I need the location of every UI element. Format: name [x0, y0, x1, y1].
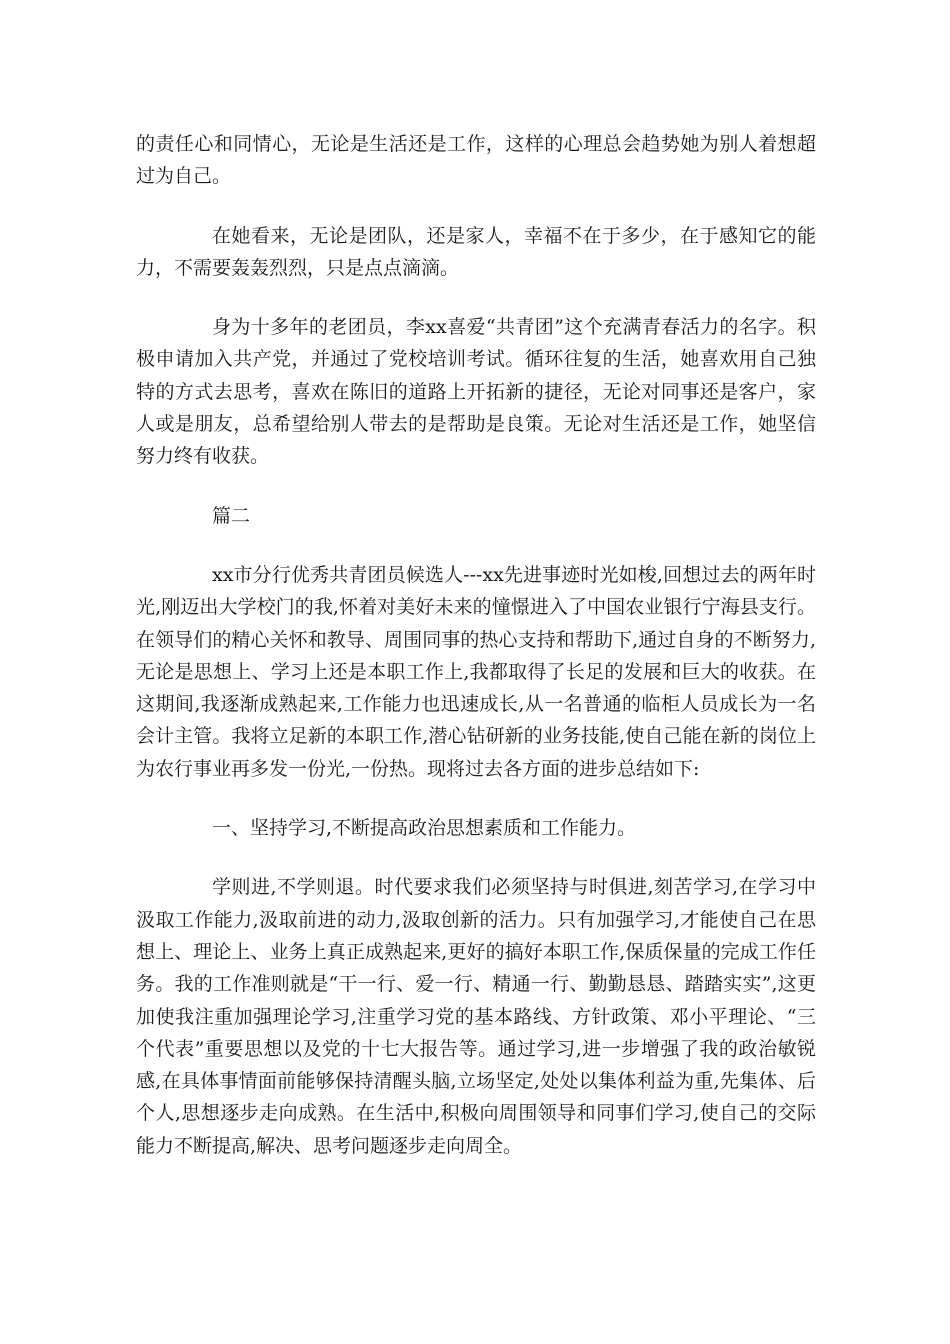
paragraph-study-details: 学则进,不学则退。时代要求我们必须坚持与时俱进,刻苦学习,在学习中汲取工作能力,汲取前进的动力,汲取创新的活力。只有加强学习,才能使自己在思想上、理论上、业务上真正成熟起来,更好的搞好本职工作,保质保量的完成工作任务。我的工作准则就是“干一行、爱一行、精通一行、勤勤恳恳、踏踏实实”,这更加使我注重加强理论学习,注重学习党的基本路线、方针政策、邓小平理论、“三个代表”重要思想以及党的十七大报告等。通过学习,进一步增强了我的政治敏锐感,在具体事情面前能够保持清醒头脑,立场坚定,处处以集体利益为重,先集体、后个人,思想逐步走向成熟。在生活中,积极向周围领导和同事们学习,使自己的交际能力不断提高,解决、思考问题逐步走向周全。	[136, 876, 816, 1157]
paragraph-league-member: 身为十多年的老团员，李xx喜爱“共青团”这个充满青春活力的名字。积极申请加入共产党，并通过了党校培训考试。循环往复的生活，她喜欢用自己独特的方式去思考，喜欢在陈旧的道路上开拓新的捷径，无论对同事还是客户，家人或是朋友，总希望给别人带去的是帮助是良策。无论对生活还是工作，她坚信努力终有收获。	[136, 316, 816, 468]
document-page	[136, 128, 816, 1162]
section-heading-study: 一、坚持学习,不断提高政治思想素质和工作能力。	[212, 817, 637, 840]
paragraph-candidate-summary: xx市分行优秀共青团员候选人---xx先进事迹时光如梭,回想过去的两年时光,刚迈出大学校门的我,怀着对美好未来的憧憬进入了中国农业银行宁海县支行。在领导们的精心关怀和教导、周围同事的热心支持和帮助下,通过自身的不断努力,无论是思想上、学习上还是本职工作上,我都取得了长足的发展和巨大的收获。在这期间,我逐渐成熟起来,工作能力也迅速成长,从一名普通的临柜人员成长为一名会计主管。我将立足新的本职工作,潜心钻研新的业务技能,使自己能在新的岗位上为农行事业再多发一份光,一份热。现将过去各方面的进步总结如下:	[136, 563, 816, 780]
paragraph-intro-continuation: 的责任心和同情心，无论是生活还是工作，这样的心理总会趋势她为别人着想超过为自己。	[136, 133, 816, 188]
paragraph-happiness: 在她看来，无论是团队，还是家人，幸福不在于多少，在于感知它的能力，不需要轰轰烈烈，只是点点滴滴。	[136, 224, 816, 279]
section-heading-part-two: 篇二	[212, 504, 251, 527]
